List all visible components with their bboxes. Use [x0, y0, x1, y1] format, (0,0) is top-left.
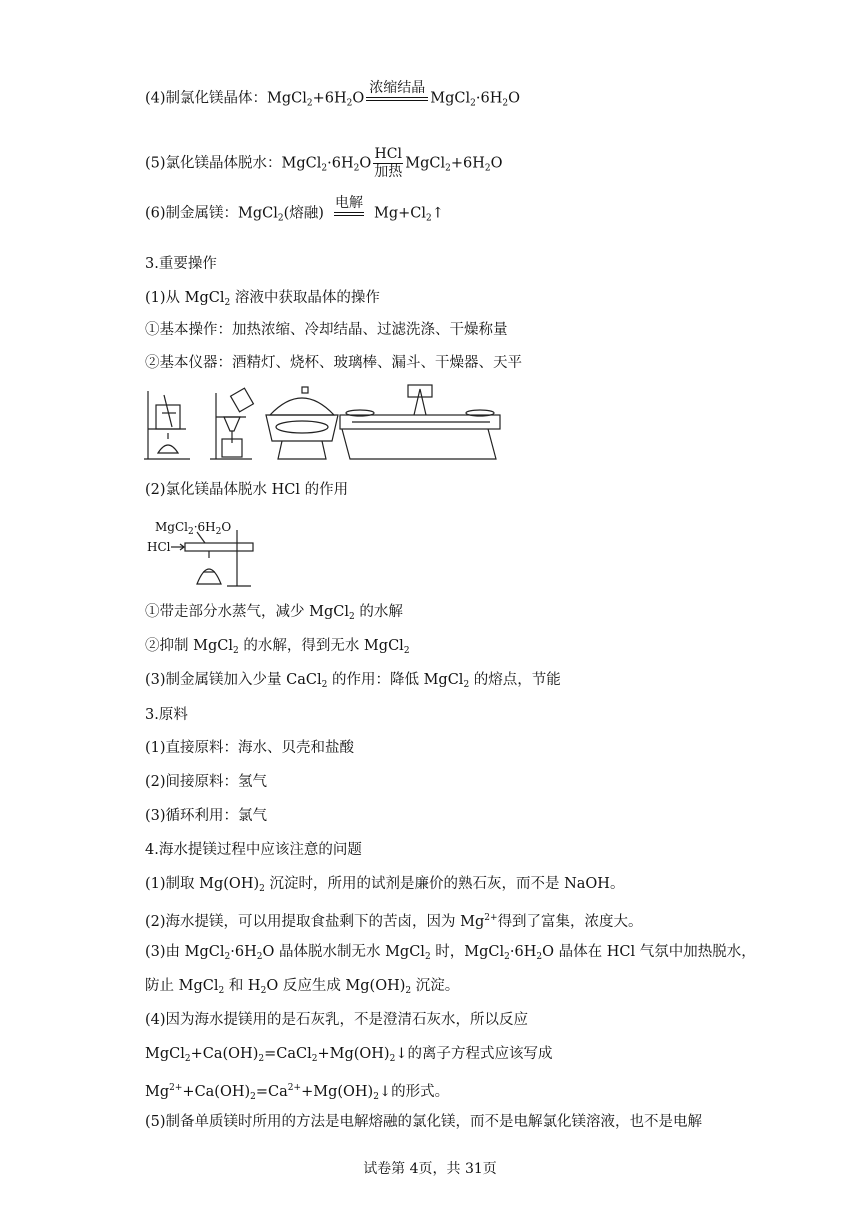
reaction-condition [366, 80, 428, 101]
text: O 反应生成 Mg(OH) [266, 978, 406, 994]
reaction-text: (4)制氯化镁晶体：MgCl [145, 90, 307, 107]
reaction-5 [145, 146, 503, 181]
equal-bar [366, 97, 428, 101]
apparatus-drawing [147, 520, 267, 590]
operation-3 [145, 670, 561, 695]
equation-ionic [145, 1078, 449, 1107]
text: ↓的形式。 [378, 1084, 450, 1100]
operation-2-point-1 [145, 602, 403, 627]
subscript: 2 [184, 1054, 191, 1064]
reaction-text: ·6H [327, 155, 354, 172]
reaction-text: (5)氯化镁晶体脱水：MgCl [145, 155, 322, 172]
reaction-4 [145, 80, 521, 114]
subscript: 2 [260, 986, 267, 996]
subscript: 2 [502, 98, 509, 109]
hcl-inlet-label: HCl [147, 540, 171, 554]
text: 溶液中获取晶体的操作 [230, 290, 380, 306]
subscript: 2 [348, 612, 355, 622]
text: +Mg(OH) [301, 1084, 374, 1100]
subscript: 2 [484, 163, 491, 174]
text: O [221, 520, 232, 534]
text: +Ca(OH) [182, 1084, 251, 1100]
subscript: 2 [403, 646, 410, 656]
text: +Mg(OH) [317, 1046, 390, 1062]
text: =Ca [255, 1084, 288, 1100]
raw-material-1: (1)直接原料：海水、贝壳和盐酸 [145, 740, 355, 756]
text: O 晶体在 HCl 气氛中加热脱水， [542, 944, 756, 960]
text: 的水解 [354, 604, 403, 620]
text: ②抑制 MgCl [145, 638, 233, 654]
equal-bar [334, 212, 364, 216]
reaction-condition [373, 146, 403, 181]
text: 的熔点，节能 [469, 672, 561, 688]
raw-material-3: (3)循环利用：氯气 [145, 808, 268, 824]
note-4: (4)因为海水提镁用的是石灰乳，不是澄清石灰水，所以反应 [145, 1012, 529, 1028]
text: MgCl [155, 520, 188, 534]
text: ↓的离子方程式应该写成 [395, 1046, 553, 1062]
text: 的作用：降低 MgCl [327, 672, 464, 688]
reaction-text: +6H [450, 155, 485, 172]
text: 的水解，得到无水 MgCl [238, 638, 404, 654]
reaction-text: +6H [312, 90, 347, 107]
subscript: 2 [389, 1054, 396, 1064]
subscript: 2 [232, 646, 239, 656]
text: +Ca(OH) [190, 1046, 259, 1062]
subscript: 2 [470, 98, 476, 109]
text: 防止 MgCl [145, 978, 219, 994]
text: =CaCl [264, 1046, 312, 1062]
section-heading: 3.重要操作 [145, 256, 217, 272]
subscript: 2 [256, 952, 263, 962]
note-3-continued [145, 976, 459, 1001]
subscript: 2 [321, 163, 328, 174]
subscript: 2 [405, 986, 412, 996]
text: ·6H [193, 520, 216, 534]
text: 和 H [224, 978, 261, 994]
subscript: 2 [218, 986, 225, 996]
reaction-text: O [352, 90, 365, 107]
superscript: 2+ [484, 913, 498, 923]
reaction-text: ↑ [431, 205, 444, 222]
text: ①带走部分水蒸气，减少 MgCl [145, 604, 349, 620]
note-2 [145, 908, 643, 932]
text: 时，MgCl [430, 944, 505, 960]
reaction-6 [145, 195, 444, 229]
note-5: (5)制备单质镁时所用的方法是电解熔融的氯化镁，而不是电解氯化镁溶液，也不是电解 [145, 1114, 703, 1130]
lab-instruments-figure [142, 383, 507, 465]
subscript: 2 [306, 98, 313, 109]
dehydration-apparatus-figure [147, 520, 267, 590]
subscript: 2 [224, 298, 231, 308]
condition-bottom: 加热 [374, 164, 403, 180]
condition-top: 电解 [334, 195, 363, 211]
reaction-text: MgCl [430, 90, 471, 107]
reaction-text: (熔融) [283, 205, 324, 222]
text: 得到了富集，浓度大。 [497, 914, 643, 930]
subscript: 2 [445, 163, 451, 174]
operation-1-title [145, 288, 380, 313]
text: (3)由 MgCl [145, 944, 225, 960]
subscript: 2 [346, 98, 353, 109]
text: (1)从 MgCl [145, 290, 225, 306]
superscript: 2+ [169, 1083, 183, 1093]
subscript: 2 [188, 527, 194, 537]
subscript: 2 [250, 1092, 256, 1102]
operation-2-title: (2)氯化镁晶体脱水 HCl 的作用 [145, 482, 349, 498]
text: (2)海水提镁，可以用提取食盐剩下的苦卤，因为 Mg [145, 914, 485, 930]
reaction-text: (6)制金属镁：MgCl [145, 205, 278, 222]
note-1 [145, 874, 624, 899]
text: O 晶体脱水制无水 MgCl [262, 944, 425, 960]
operation-2-point-2 [145, 636, 410, 661]
subscript: 2 [258, 1054, 265, 1064]
text: (1)制取 Mg(OH) [145, 876, 260, 892]
text: ·6H [509, 944, 537, 960]
subscript: 2 [311, 1054, 318, 1064]
note-3 [145, 942, 756, 967]
subscript: 2 [215, 527, 222, 537]
subscript: 2 [373, 1092, 379, 1102]
text: ·6H [230, 944, 257, 960]
subscript: 2 [504, 952, 510, 962]
text: Mg [145, 1084, 170, 1100]
reaction-text: ·6H [475, 90, 503, 107]
subscript: 2 [424, 952, 431, 962]
condition-top: 浓缩结晶 [369, 80, 426, 96]
raw-materials-heading: 3.原料 [145, 707, 188, 723]
reaction-text: MgCl [405, 155, 446, 172]
subscript: 2 [259, 884, 265, 894]
subscript: 2 [224, 952, 231, 962]
text: MgCl [145, 1046, 185, 1062]
subscript: 2 [353, 163, 360, 174]
subscript: 2 [277, 213, 284, 224]
superscript: 2+ [287, 1083, 302, 1093]
subscript: 2 [425, 213, 432, 224]
raw-material-2: (2)间接原料：氢气 [145, 774, 268, 790]
reaction-text: O [490, 155, 503, 172]
operation-1-basic: ①基本操作：加热浓缩、冷却结晶、过滤洗涤、干燥称量 [145, 322, 508, 338]
reaction-text: O [359, 155, 372, 172]
subscript: 2 [463, 680, 470, 690]
reaction-condition [334, 195, 364, 216]
operation-1-instruments: ②基本仪器：酒精灯、烧杯、玻璃棒、漏斗、干燥器、天平 [145, 355, 522, 371]
page-footer: 试卷第 4页，共 31页 [363, 1161, 497, 1177]
reaction-text: Mg+Cl [373, 205, 426, 222]
text: 沉淀时，所用的试剂是廉价的熟石灰，而不是 NaOH。 [264, 876, 625, 892]
subscript: 2 [536, 952, 543, 962]
subscript: 2 [321, 680, 328, 690]
text: (3)制金属镁加入少量 CaCl [145, 672, 322, 688]
text: 沉淀。 [411, 978, 460, 994]
notes-heading: 4.海水提镁过程中应该注意的问题 [145, 842, 362, 858]
condition-top: HCl [374, 146, 402, 162]
equation-molecular [145, 1044, 552, 1069]
reaction-text: O [508, 90, 521, 107]
